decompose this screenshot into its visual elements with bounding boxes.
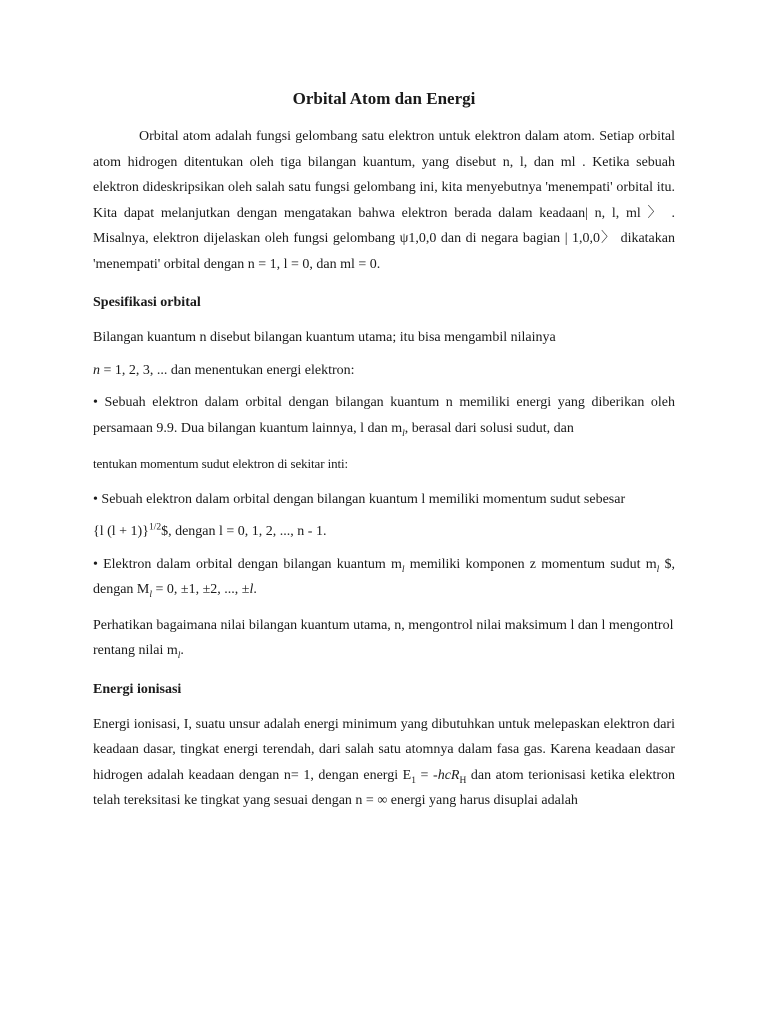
- bullet-z-text-a: • Elektron dalam orbital dengan bilangan kuantum m: [93, 556, 402, 572]
- note-tail: .: [180, 643, 184, 658]
- n-values-text: = 1, 2, 3, ... dan menentukan energi elektron:: [100, 362, 355, 378]
- ionization-paragraph: [93, 712, 675, 814]
- ml-subscript-1: l: [401, 564, 405, 575]
- angular-momentum-paragraph: tentukan momentum sudut elektron di sekitar inti:: [93, 456, 349, 471]
- energy-subscript-1: 1: [411, 775, 416, 786]
- note-text: Perhatikan bagaimana nilai bilangan kuantum utama, n, mengontrol nilai maksimum l dan l mengontrol rentang nilai m: [93, 617, 674, 658]
- formula-tail: $, dengan l = 0, 1, 2, ..., n - 1.: [161, 524, 327, 539]
- hydrogen-subscript: H: [459, 775, 467, 786]
- intro-paragraph: Orbital atom adalah fungsi gelombang satu elektron untuk elektron dalam atom. Setiap orbital atom hidrogen ditentukan oleh tiga bilangan kuantum, yang disebut n, l, dan ml . Ketika sebuah elektron dideskripsikan oleh salah satu fungsi gelombang ini, kita menyebutnya 'menempati' orbital itu. Kita dapat melanjutkan dengan mengatakan bahwa elektron berada dalam keadaan| n, l, ml 〉 . Misalnya, elektron dijelaskan oleh fungsi gelombang ψ1,0,0 dan di negara bagian | 1,0,0〉 dikatakan 'menempati' orbital dengan n = 1, l = 0, dan ml = 0.: [93, 129, 675, 272]
- bullet-z-text-b: memiliki komponen z momentum sudut m: [404, 556, 657, 572]
- ml-subscript-3: l: [149, 589, 153, 600]
- bullet-z-text-c: $, dengan M: [93, 556, 675, 597]
- section-heading-orbital-spec: Spesifikasi orbital: [93, 295, 201, 310]
- formula-text: {l (l + 1)}: [93, 524, 149, 539]
- n-variable: n: [93, 362, 100, 378]
- note-paragraph: [93, 613, 675, 664]
- bullet-energy-text: • Sebuah elektron dalam orbital dengan bilangan kuantum n memiliki energi yang diberikan oleh persamaan 9.9. Dua bilangan kuantum lainnya, l dan m: [93, 395, 675, 436]
- ml-subscript-2: l: [656, 564, 660, 575]
- ionization-text-b: = -: [415, 767, 438, 783]
- bullet-angular-momentum: • Sebuah elektron dalam orbital dengan bilangan kuantum l memiliki momentum sudut sebesar: [93, 491, 626, 507]
- angular-formula-line: [93, 519, 675, 545]
- formula-superscript: 1/2: [148, 522, 162, 533]
- document-page: [93, 80, 675, 814]
- bullet-z-text-d: = 0, ±1, ±2, ..., ±: [152, 582, 250, 597]
- l-variable: l: [249, 582, 254, 597]
- bullet-energy-tail: , berasal dari solusi sudut, dan: [404, 420, 574, 436]
- principal-quantum-paragraph: Bilangan kuantum n disebut bilangan kuantum utama; itu bisa mengambil nilainya: [93, 330, 556, 345]
- section-heading-ionization: Energi ionisasi: [93, 681, 182, 697]
- hcr-variable: hcR: [437, 767, 460, 783]
- note-ml-subscript: l: [177, 650, 181, 661]
- bullet-z-text-e: .: [253, 582, 257, 597]
- n-values-line: [93, 358, 675, 384]
- ionization-text-c: dan atom terionisasi ketika elektron telah tereksitasi ke tingkat yang sesuai dengan n = ∞ energi yang harus disuplai adalah: [93, 767, 676, 808]
- ionization-text-a: Energi ionisasi, I, suatu unsur adalah energi minimum yang dibutuhkan untuk melepaskan elektron dari keadaan dasar, tingkat energi terendah, dari salah satu atomnya dalam fasa gas. Karena keadaan dasar hidrogen adalah keadaan dengan n= 1, dengan energi E: [93, 716, 675, 783]
- bullet-energy: [93, 390, 675, 441]
- bullet-z-component: [93, 552, 675, 603]
- ml-subscript: l: [402, 428, 405, 439]
- document-title: Orbital Atom dan Energi: [292, 89, 476, 108]
